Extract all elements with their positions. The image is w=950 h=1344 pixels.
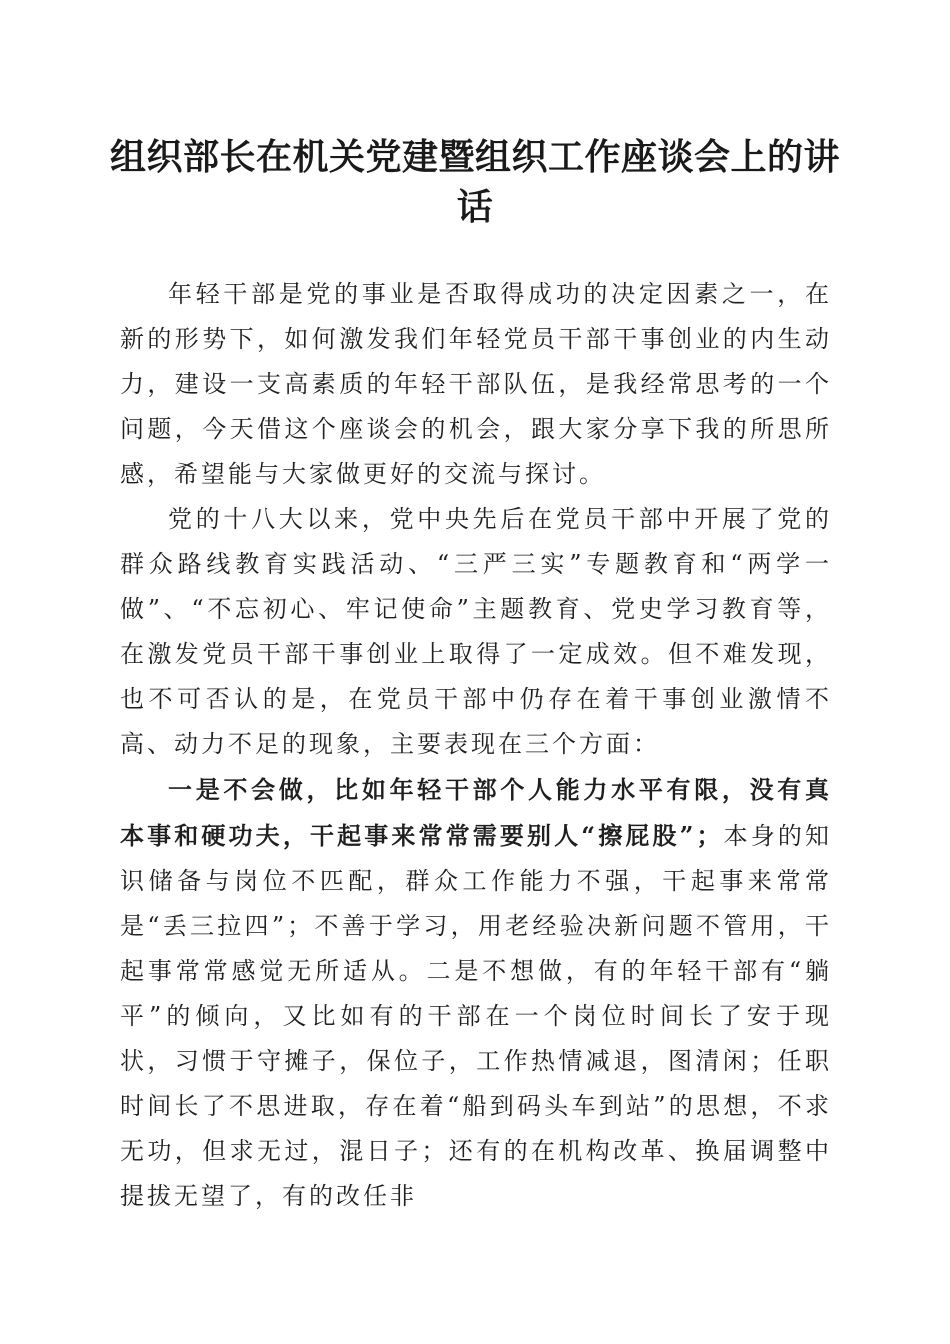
paragraph-problems-lead: 一是不会做，比如年轻干部个人能力水平有限，没有真本事和硬功夫，干起事来常常需要别人“擦屁股”； bbox=[120, 775, 832, 850]
paragraph-problems-rest: 本身的知识储备与岗位不匹配，群众工作能力不强，干起事来常常是“丢三拉四”；不善于学习，用老经验决新问题不管用，干起事常常感觉无所适从。二是不想做，有的年轻干部有“躺平”的倾向，又比如有的干部在一个岗位时间长了安于现状，习惯于守摊子，保位子，工作热情减退，图清闲；任职时间长了不思进取，存在着“船到码头车到站”的思想，不求无功，但求无过，混日子；还有的在机构改革、换届调整中提拔无望了，有的改任非 bbox=[120, 822, 833, 1210]
document-title: 组织部长在机关党建暨组织工作座谈会上的讲话 bbox=[110, 136, 841, 228]
paragraph-problems bbox=[120, 767, 832, 1219]
paragraph-intro: 年轻干部是党的事业是否取得成功的决定因素之一，在新的形势下，如何激发我们年轻党员干部干事创业的内生动力，建设一支高素质的年轻干部队伍，是我经常思考的一个问题，今天借这个座谈会的机会，跟大家分享下我的所思所感，希望能与大家做更好的交流与探讨。 bbox=[120, 280, 832, 488]
paragraph-background: 党的十八大以来，党中央先后在党员干部中开展了党的群众路线教育实践活动、“三严三实”专题教育和“两学一做”、“不忘初心、牢记使命”主题教育、党史学习教育等，在激发党员干部干事创业上取得了一定成效。但不难发现，也不可否认的是，在党员干部中仍存在着干事创业激情不高、动力不足的现象，主要表现在三个方面： bbox=[120, 505, 832, 758]
document-body bbox=[120, 272, 832, 1219]
